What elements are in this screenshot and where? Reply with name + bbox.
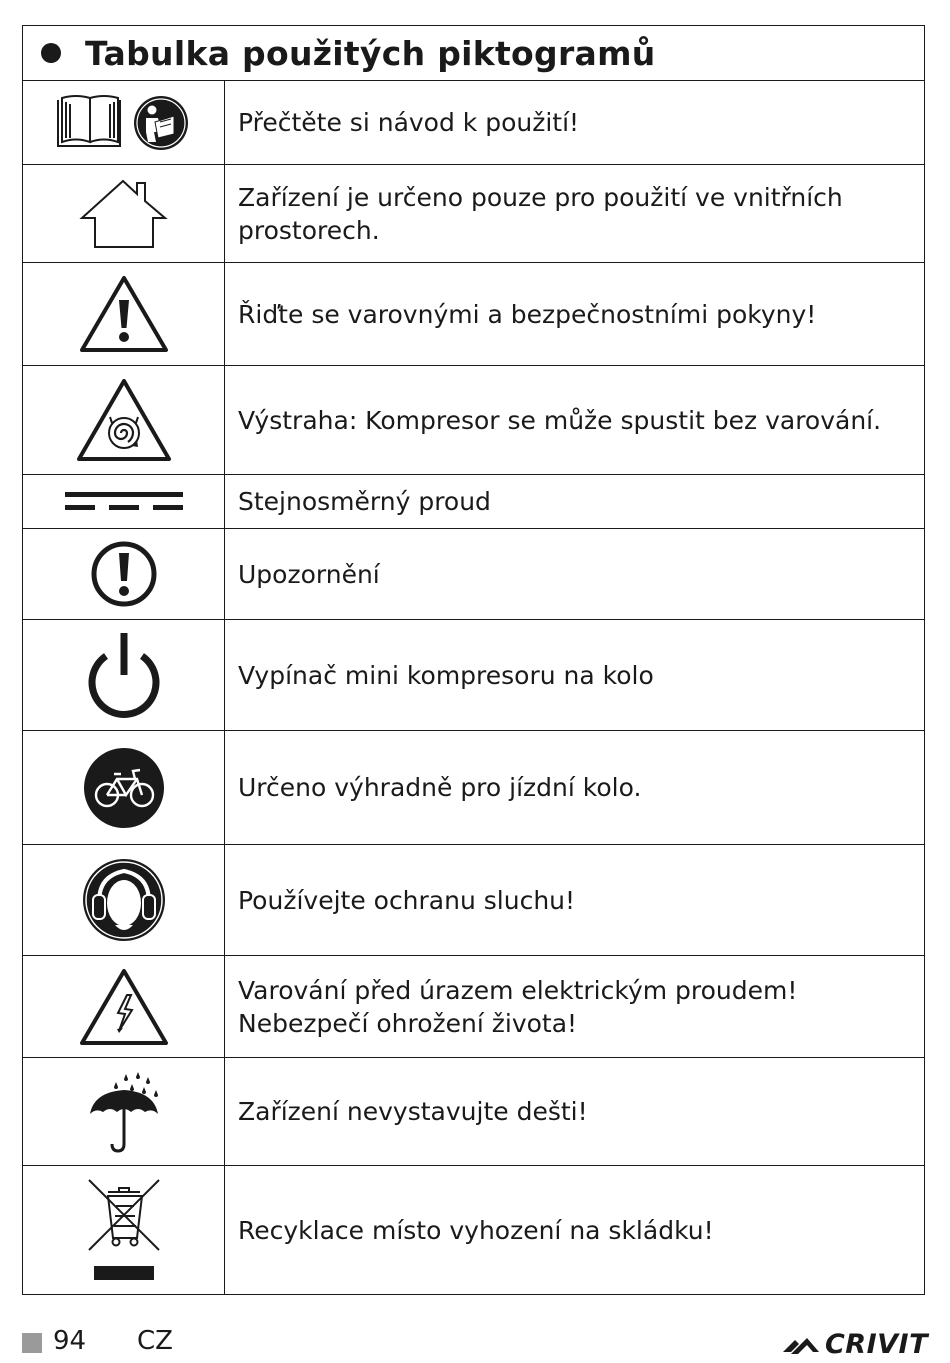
page-number: 94 [53,1326,87,1356]
row-text-line: Varování před úrazem elektrickým proudem! [238,975,798,1005]
table-row [23,845,924,956]
row-text [225,845,924,955]
row-text [225,620,924,730]
row-text-line: Stejnosměrný proud [238,487,491,516]
read-manual-icon [23,81,225,164]
electric-shock-warning-icon [23,956,225,1057]
table-row [23,81,924,165]
row-text-line: Používejte ochranu sluchu! [238,885,576,915]
table-row [23,165,924,263]
table-header [23,26,924,81]
row-text-line: Zařízení je určeno pouze pro použití ve vnitřních prostorech. [238,182,843,245]
table-row [23,263,924,366]
table-row [23,529,924,620]
language-code: CZ [137,1326,173,1356]
table-row [23,731,924,845]
pictogram-table [22,25,925,1295]
row-text-line: Přečtěte si návod k použití! [238,108,580,137]
row-text-line: Upozornění [238,559,380,589]
crossed-bin-icon [23,1166,225,1294]
page-marker-icon [22,1333,42,1353]
row-text-line: Řiďte se varovnými a bezpečnostními pokyny! [238,299,817,329]
bullet-icon [41,43,61,63]
table-row [23,620,924,731]
brand-name: CRIVIT [824,1329,928,1360]
row-text [225,731,924,844]
row-text [225,366,924,474]
table-row [23,366,924,475]
hearing-protection-icon [23,845,225,955]
table-row [23,956,924,1058]
row-text-line: Výstraha: Kompresor se může spustit bez varování. [238,405,882,435]
row-text [225,1166,924,1294]
row-text [225,1058,924,1165]
row-text-line: Zařízení nevystavujte dešti! [238,1097,588,1126]
automatic-start-warning-icon [23,366,225,474]
brand-swoosh-icon [781,1334,821,1356]
row-text [225,165,924,262]
keep-dry-umbrella-icon [23,1058,225,1165]
row-text [225,529,924,619]
row-text-line: Určeno výhradně pro jízdní kolo. [238,773,642,802]
bicycle-icon [23,731,225,844]
row-text [225,475,924,528]
table-row [23,475,924,529]
row-text-line: Vypínač mini kompresoru na kolo [238,660,654,690]
table-row [23,1058,924,1166]
house-icon [23,165,225,262]
row-text-line: Recyklace místo vyhození na skládku! [238,1215,714,1245]
page-footer [22,1326,928,1360]
power-icon [23,620,225,730]
page-title: Tabulka použitých piktogramů [85,33,656,73]
table-row [23,1166,924,1294]
brand-logo [781,1329,928,1360]
row-text [225,956,924,1057]
direct-current-icon [23,475,225,528]
warning-triangle-icon [23,263,225,365]
row-text [225,263,924,365]
row-text-line: Nebezpečí ohrožení života! [238,1008,578,1038]
notice-circle-icon [23,529,225,619]
row-text [225,81,924,164]
